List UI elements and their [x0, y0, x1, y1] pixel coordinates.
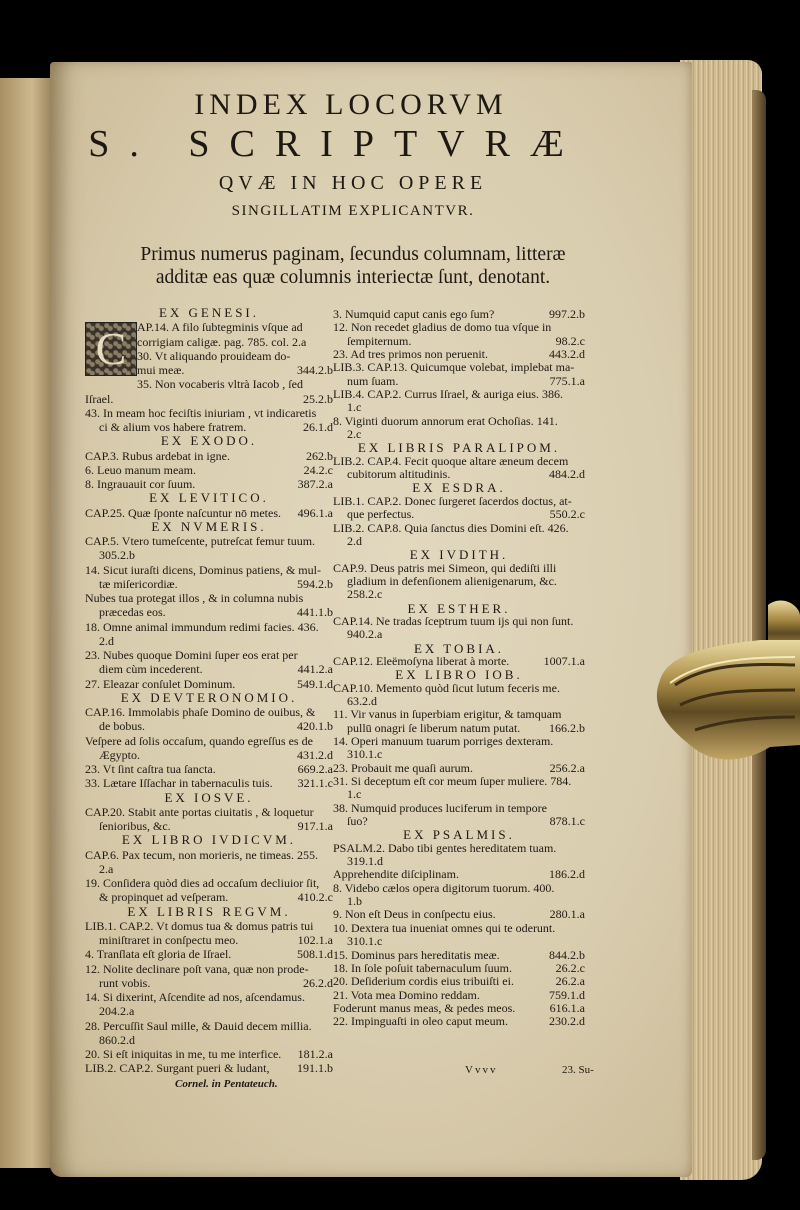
index-entry-line [85, 477, 333, 491]
page-reference: 759.1.d [549, 987, 585, 1002]
entry-text: 258.2.c [347, 587, 383, 602]
index-entry-line [85, 805, 333, 819]
index-entry-line [333, 1015, 585, 1028]
entry-text: 8. Ingrauauit cor ſuum. [85, 477, 196, 491]
index-entry-line [85, 620, 333, 634]
index-entry-line [85, 962, 333, 976]
index-entry-line [333, 588, 585, 601]
entry-text: 4. Tranſlata eſt gloria de Iſrael. [85, 947, 232, 962]
entry-text: 14. Si dixerint, Aſcendite ad nos, aſcendamus. [85, 990, 305, 1004]
index-entry-line [85, 1019, 333, 1033]
index-entry-line [333, 615, 585, 628]
entry-text: Iſrael. [85, 391, 114, 406]
index-entry-line [333, 682, 585, 695]
index-entry-line [333, 775, 585, 788]
entry-text: ſuo? [347, 814, 368, 829]
book-page [50, 62, 692, 1177]
section-heading-text: EX EXODO. [160, 433, 258, 449]
page-reference: 26.2.a [555, 974, 585, 989]
page-reference: 181.2.a [297, 1047, 333, 1061]
index-entry-line [333, 655, 585, 668]
subtitle-line-2: additæ eas quæ columnis interiectæ ſunt, denotant. [155, 267, 551, 288]
index-entry-line [85, 377, 333, 391]
entry-text: 8. Videbo cælos opera digitorum tuorum. 400. [333, 880, 555, 895]
page-reference: 280.1.a [549, 907, 585, 922]
entry-text: 1.c [347, 400, 362, 415]
index-entry-line [85, 976, 333, 990]
index-entry-line [333, 1002, 585, 1015]
section-heading-text: EX LIBRO IVDICVM. [121, 832, 297, 848]
page-reference: 102.1.a [297, 933, 333, 947]
section-heading-text: EX NVMERIS. [151, 518, 267, 534]
entry-text: 28. Percuſſit Saul mille, & Dauid decem millia. [85, 1018, 312, 1033]
entry-text: LIB.2. CAP.8. Quia ſanctus dies Domini eſt. 426. [333, 520, 569, 535]
index-entry-line [85, 548, 333, 562]
section-heading-text: EX IVDITH. [409, 547, 509, 563]
entry-text: Apprehendite diſciplinam. [333, 867, 459, 882]
entry-text: 1.b [347, 894, 362, 909]
index-entry-line [85, 605, 333, 619]
index-entry-line [333, 989, 585, 1002]
drop-cap-initial: C [85, 322, 137, 376]
page-reference: 191.1.b [297, 1061, 333, 1076]
index-entry-line [85, 591, 333, 605]
entry-text: præcedas eos. [99, 605, 166, 620]
page-reference: 431.2.d [297, 747, 333, 762]
entry-text: 63.2.d [347, 693, 377, 708]
entry-text: 15. Dominus pars hereditatis meæ. [333, 947, 500, 962]
index-entry-line [333, 882, 585, 895]
entry-text: CAP.10. Memento quòd ſicut lutum feceris me. [333, 680, 560, 695]
index-entry-line [333, 695, 585, 708]
page-reference: 230.2.d [549, 1014, 585, 1029]
entry-text: LIB.1. CAP.2. Vt domus tua & domus patris tui [85, 918, 314, 933]
index-entry-line [333, 815, 585, 828]
section-heading-text: EX GENESI. [158, 305, 260, 320]
index-entry-line [85, 335, 333, 349]
page-reference: 441.1.b [297, 605, 333, 620]
page-reference: 387.2.a [297, 477, 333, 491]
entry-text: 6. Leuo manum meam. [85, 462, 196, 477]
index-entry-line [85, 1061, 333, 1075]
index-entry-line [85, 933, 333, 947]
entry-text: CAP.25. Quæ ſponte naſcuntur nō metes. [85, 505, 281, 520]
index-entry-line [333, 535, 585, 548]
entry-text: CAP.5. Vtero tumeſcente, putreſcat femur tuum. [85, 534, 316, 548]
section-heading-text: EX ESDRA. [412, 480, 506, 496]
index-entry-line [85, 947, 333, 961]
section-heading-text: EX ESTHER. [407, 600, 511, 616]
running-note: Cornel. in Pentateuch. [175, 1078, 278, 1090]
entry-text: 23. Nubes quoque Domini ſuper eos erat per [85, 648, 298, 662]
entry-text: CAP.20. Stabit ante portas ciuitatis , & loquetur [85, 804, 314, 819]
signature-mark: Vvvv [465, 1064, 498, 1076]
index-entry-line [85, 648, 333, 662]
index-entry-line [333, 788, 585, 801]
index-entry-line [333, 308, 585, 321]
section-heading [85, 434, 333, 448]
index-entry-line [333, 895, 585, 908]
entry-text: 21. Vota mea Domino reddam. [333, 987, 480, 1002]
index-entry-line [85, 748, 333, 762]
index-entry-line [85, 734, 333, 748]
index-entry-line [333, 321, 585, 334]
index-entry-line [333, 508, 585, 521]
index-entry-line [85, 577, 333, 591]
entry-text: 18. Omne animal immundum redimi facies. 436. [85, 619, 319, 634]
left-column [85, 306, 333, 1076]
entry-text: 10. Dextera tua inueniat omnes qui te oderunt. [333, 920, 556, 935]
section-heading-text: EX LIBRIS REGVM. [127, 903, 291, 919]
entry-text: CAP.12. Eleëmoſyna liberat à morte. [333, 653, 510, 668]
entry-text: CAP.3. Rubus ardebat in igne. [85, 448, 230, 463]
index-entry-line [333, 401, 585, 414]
entry-text: ſenioribus, &c. [99, 819, 171, 833]
section-heading [85, 306, 333, 320]
page-reference: 997.2.b [549, 307, 585, 321]
brass-clasp [650, 595, 800, 785]
index-entry-line [333, 468, 585, 481]
page-reference: 344.2.b [297, 363, 333, 377]
section-heading [85, 491, 333, 505]
index-entry-line [333, 628, 585, 641]
entry-text: 20. Deſiderium cordis eius tribuiſti ei. [333, 974, 514, 989]
entry-text: CAP.14. Ne tradas ſceptrum tuum ijs qui non ſunt. [333, 613, 574, 628]
index-entry-line [333, 708, 585, 721]
entry-text: 23. Ad tres primos non peruenit. [333, 347, 488, 362]
index-entry-line [333, 522, 585, 535]
page-reference: 844.2.b [549, 947, 585, 962]
section-heading-text: EX IOSVE. [164, 789, 254, 805]
entry-text: LIB.3. CAP.13. Quicumque volebat, implebat ma- [333, 360, 575, 375]
section-heading-text: EX TOBIA. [413, 640, 505, 656]
section-heading [85, 905, 333, 919]
entry-text: 8. Viginti duorum annorum erat Ochoſias. 141. [333, 413, 558, 428]
entry-text: 23. Probauit me quaſi aurum. [333, 760, 473, 775]
entry-text: 33. Lætare Iſſachar in tabernaculis tuis. [85, 776, 273, 791]
entry-text: 19. Conſidera quòd dies ad occaſum decliuior ſit, [85, 876, 320, 890]
index-entry-line [85, 406, 333, 420]
page-reference: 775.1.a [549, 373, 585, 388]
page-reference: 410.2.c [297, 890, 333, 905]
entry-text: 30. Vt aliquando prouideam do- [137, 348, 291, 363]
section-heading [85, 691, 333, 705]
entry-text: 3. Numquid caput canis ego ſum? [333, 307, 495, 321]
index-entry-line [85, 890, 333, 904]
page-reference: 1007.1.a [543, 653, 585, 668]
entry-text: 305.2.b [99, 548, 135, 563]
right-column [333, 308, 585, 1029]
section-heading [333, 828, 585, 841]
section-heading [85, 833, 333, 847]
page-reference: 166.2.b [549, 720, 585, 735]
section-heading-text: EX LIBRIS PARALIPOM. [357, 440, 561, 456]
index-entry-line [85, 449, 333, 463]
section-heading [333, 481, 585, 494]
entry-text: que perfectus. [347, 507, 415, 522]
entry-text: 2.c [347, 427, 362, 442]
entry-text: ci & alium vos habere fratrem. [99, 420, 247, 434]
index-entry-line [85, 392, 333, 406]
section-heading [333, 642, 585, 655]
entry-text: 43. In meam hoc feciſtis iniuriam , vt indicaretis [85, 405, 317, 420]
entry-text: tæ miſericordiæ. [99, 576, 178, 591]
page-reference: 549.1.d [297, 676, 333, 691]
entry-text: pullū onagri ſe liberum natum putat. [347, 720, 521, 735]
section-heading [333, 548, 585, 561]
entry-text: 11. Vir vanus in ſuperbiam erigitur, & tamquam [333, 707, 562, 722]
index-entry-line [333, 802, 585, 815]
index-entry-line [333, 868, 585, 881]
index-entry-line [333, 388, 585, 401]
index-entry-line [85, 990, 333, 1004]
index-entry-line [85, 762, 333, 776]
entry-text: 31. Si deceptum eſt cor meum ſuper muliere. 784. [333, 774, 572, 789]
section-heading-text: EX DEVTERONOMIO. [120, 689, 298, 705]
index-entry-line [333, 962, 585, 975]
index-entry-line [85, 919, 333, 933]
title-line-2: S. SCRIPTVRÆ [88, 123, 584, 165]
index-entry-line [85, 876, 333, 890]
index-entry-line [85, 563, 333, 577]
entry-text: 9. Non eſt Deus in conſpectu eius. [333, 907, 496, 922]
page-reference: 256.2.a [549, 760, 585, 775]
index-entry-line [333, 375, 585, 388]
entry-text: 2.d [99, 633, 114, 648]
entry-text: 2.d [347, 533, 362, 548]
entry-text: 319.1.d [347, 854, 383, 869]
section-heading [85, 520, 333, 534]
entry-text: 940.2.a [347, 627, 383, 642]
entry-text: 2.a [99, 861, 114, 876]
page-reference: 25.2.b [303, 391, 333, 406]
page-reference: 616.1.a [549, 1000, 585, 1015]
entry-text: 35. Non vocaberis vltrà Iacob , ſed [137, 377, 303, 392]
entry-text: 22. Impinguaſti in oleo caput meum. [333, 1014, 508, 1029]
page-reference: 669.2.a [297, 762, 333, 776]
entry-text: LIB.2. CAP.4. Fecit quoque altare æneum decem [333, 453, 569, 468]
index-entry-line [85, 363, 333, 377]
page-reference: 24.2.c [303, 462, 333, 477]
index-entry-line [333, 908, 585, 921]
page-reference: 917.1.a [297, 819, 333, 833]
entry-text: 12. Nolite declinare poſt vana, quæ non prode- [85, 961, 309, 976]
index-entry-line [333, 748, 585, 761]
index-entry-line [333, 562, 585, 575]
index-entry-line [333, 495, 585, 508]
index-entry-line [333, 722, 585, 735]
section-heading [333, 441, 585, 454]
entry-text: runt vobis. [99, 975, 151, 990]
section-heading [333, 668, 585, 681]
entry-text: CAP.9. Deus patris mei Simeon, qui dediſti illi [333, 560, 557, 575]
page-reference: 26.2.c [555, 960, 585, 975]
index-entry-line [333, 842, 585, 855]
section-heading-text: EX PSALMIS. [403, 827, 515, 843]
entry-text: corrigiam caligæ. pag. 785. col. 2.a [137, 334, 307, 349]
entry-text: num ſuam. [347, 373, 399, 388]
index-entry-line [85, 848, 333, 862]
subtitle-line-1: Primus numerus paginam, ſecundus columnam, litteræ [140, 244, 566, 265]
entry-text: CAP.6. Pax tecum, non morieris, ne timeas. 255. [85, 847, 318, 862]
index-entry-line [333, 935, 585, 948]
page-reference: 550.2.c [549, 507, 585, 522]
page-reference: 878.1.c [549, 814, 585, 829]
index-entry-line [85, 1004, 333, 1018]
entry-text: de bobus. [99, 719, 145, 734]
index-entry-line [333, 762, 585, 775]
title-line-1: INDEX LOCORVM [194, 88, 508, 121]
entry-text: & propinquet ad veſperam. [99, 890, 229, 905]
page-reference: 186.2.d [549, 867, 585, 882]
entry-text: 18. In ſole poſuit tabernaculum ſuum. [333, 960, 512, 975]
entry-text: 204.2.a [99, 1004, 135, 1019]
section-heading [85, 791, 333, 805]
entry-text: Foderunt manus meas, & pedes meos. [333, 1000, 516, 1015]
title-line-4: SINGILLATIM EXPLICANTVR. [231, 203, 475, 219]
index-entry-line [333, 335, 585, 348]
entry-text: 12. Non recedet gladius de domo tua vſque in [333, 320, 552, 335]
entry-text: 310.1.c [347, 747, 383, 762]
page-reference: 594.2.b [297, 576, 333, 591]
entry-text: 860.2.d [99, 1032, 135, 1047]
page-reference: 484.2.d [549, 467, 585, 482]
index-entry-line [333, 361, 585, 374]
index-entry-line [85, 862, 333, 876]
entry-text: LIB.2. CAP.2. Surgant pueri & ludant, [85, 1061, 270, 1076]
index-entry-line [85, 534, 333, 548]
index-entry-line [333, 415, 585, 428]
entry-text: 14. Sicut iuraſti dicens, Dominus patiens, & mul- [85, 562, 321, 577]
index-entry-line [85, 463, 333, 477]
page-reference: 420.1.b [297, 719, 333, 734]
entry-text: PSALM.2. Dabo tibi gentes hereditatem tuam. [333, 840, 557, 855]
index-entry-line [333, 428, 585, 441]
entry-text: Nubes tua protegat illos , & in columna nubis [85, 591, 304, 605]
index-entry-line [85, 320, 333, 334]
section-heading-text: EX LIBRO IOB. [395, 667, 523, 683]
catchword: 23. Su- [562, 1064, 594, 1076]
page-reference: 26.1.d [303, 420, 333, 434]
entry-text: diem cùm incederent. [99, 662, 203, 677]
entry-text: AP.14. A filo ſubtegminis vſque ad [137, 320, 303, 335]
index-entry-line [85, 506, 333, 520]
entry-text: 1.c [347, 787, 362, 802]
entry-text: 38. Numquid produces luciferum in tempore [333, 800, 547, 815]
index-entry-line [333, 949, 585, 962]
page-reference: 98.2.c [555, 333, 585, 348]
index-entry-line [85, 1033, 333, 1047]
page-reference: 441.2.a [297, 662, 333, 677]
index-entry-line [85, 1047, 333, 1061]
title-line-3: QVÆ IN HOC OPERE [218, 172, 488, 194]
entry-text: mui meæ. [137, 363, 185, 377]
entry-text: 23. Vt ſint caſtra tua ſancta. [85, 762, 216, 776]
section-heading-text: EX LEVITICO. [149, 490, 269, 506]
entry-text: LIB.1. CAP.2. Donec ſurgeret ſacerdos doctus, at- [333, 493, 572, 508]
index-entry-line [333, 575, 585, 588]
entry-text: miniſtraret in conſpectu meo. [99, 933, 239, 947]
page-reference: 508.1.d [297, 947, 333, 962]
entry-text: 14. Operi manuum tuarum porriges dexteram. [333, 734, 554, 748]
index-entry-line [85, 662, 333, 676]
entry-text: CAP.16. Immolabis phaſe Domino de ouibus, & [85, 705, 316, 719]
index-entry-line [85, 349, 333, 363]
index-entry-line [85, 719, 333, 733]
index-entry-line [85, 705, 333, 719]
index-entry-line [85, 677, 333, 691]
index-entry-line [333, 455, 585, 468]
entry-text: gladium in defenſionem alienigenarum, &c. [347, 573, 557, 588]
entry-text: 310.1.c [347, 934, 383, 949]
page-reference: 321.1.c [297, 776, 333, 791]
section-heading [333, 602, 585, 615]
index-entry-line [333, 855, 585, 868]
index-entry-line [85, 634, 333, 648]
entry-text: 27. Eleazar conſulet Dominum. [85, 676, 236, 691]
index-entry-line [333, 922, 585, 935]
index-entry-line [85, 819, 333, 833]
entry-text: LIB.4. CAP.2. Currus Iſrael, & auriga eius. 386. [333, 387, 563, 402]
entry-text: cubitorum altitudinis. [347, 467, 451, 482]
page-reference: 262.b [306, 448, 333, 463]
page-reference: 443.2.d [549, 347, 585, 362]
index-entry-line [333, 975, 585, 988]
page-reference: 496.1.a [297, 505, 333, 520]
entry-text: 20. Si eſt iniquitas in me, tu me interfice. [85, 1047, 282, 1061]
entry-text: ſempiternum. [347, 333, 412, 348]
index-entry-line [333, 735, 585, 748]
index-entry-line [85, 420, 333, 434]
entry-text: Ægypto. [99, 747, 141, 762]
page-reference: 26.2.d [303, 975, 333, 990]
entry-text: Veſpere ad ſolis occaſum, quando egreſſus es de [85, 733, 313, 748]
index-entry-line [85, 776, 333, 790]
index-entry-line [333, 348, 585, 361]
